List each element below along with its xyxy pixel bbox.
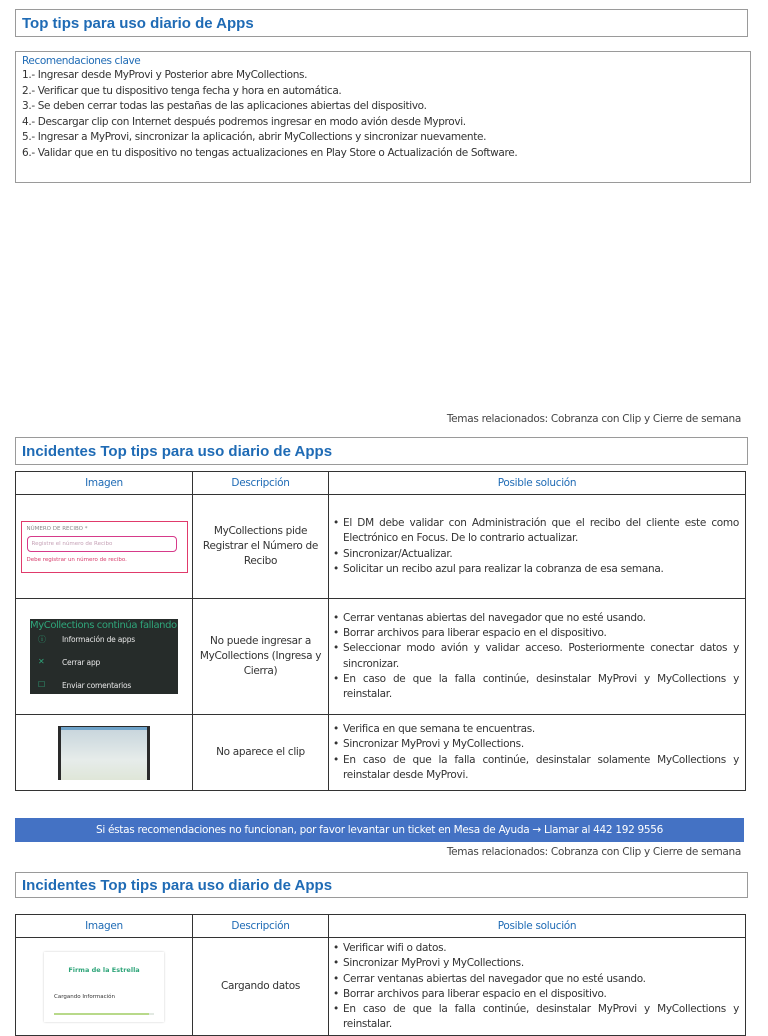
header-solution: Posible solución <box>329 915 746 938</box>
thumb-dialog-option: ✕ Cerrar app <box>38 657 101 667</box>
loading-data-screenshot <box>44 952 164 1022</box>
row-image-cell <box>16 599 193 715</box>
table-row <box>16 938 746 1036</box>
row-image-cell <box>16 715 193 791</box>
solution-item: • Sincronizar/Actualizar. <box>333 547 739 562</box>
section2-title: Incidentes Top tips para uso diario de Apps <box>22 443 333 460</box>
thumb-placeholder: Registre el número de Recibo <box>31 540 113 547</box>
table-row <box>16 599 746 715</box>
section1-title: Top tips para uso diario de Apps <box>22 15 254 32</box>
recommendation-item: 3.- Se deben cerrar todas las pestañas de las aplicaciones abiertas del dispositivo. <box>22 100 427 112</box>
solution-item: • Cerrar ventanas abiertas del navegador que no esté usando. <box>333 972 739 987</box>
solution-item: • Cerrar ventanas abiertas del navegador que no esté usando. <box>333 611 739 626</box>
row-description: Cargando datos <box>193 938 329 1036</box>
row-description: MyCollections pide Registrar el Número de Recibo <box>193 495 329 599</box>
section3-title-box <box>15 872 748 898</box>
row-solution <box>329 599 746 715</box>
thumb-screen-title: Firma de la Estrella <box>68 965 140 974</box>
solution-item: • En caso de que la falla continúe, desinstalar MyProvi y MyCollections y reinstalar. <box>333 672 739 703</box>
incidents-table-2 <box>15 914 746 1036</box>
row-solution <box>329 495 746 599</box>
thumb-progress-fill <box>54 1013 149 1015</box>
row-image-cell <box>16 495 193 599</box>
app-crash-dialog-screenshot <box>30 619 178 694</box>
recommendations-title: Recomendaciones clave <box>22 55 141 67</box>
thumb-dialog-option: ☐ Enviar comentarios <box>38 680 132 690</box>
related-topics: Temas relacionados: Cobranza con Clip y Cierre de semana <box>446 846 741 858</box>
device-screen-photo <box>58 726 150 780</box>
solution-item: • Borrar archivos para liberar espacio en el dispositivo. <box>333 987 739 1002</box>
thumb-dialog-option: ⓘ Información de apps <box>38 635 135 644</box>
solution-item: • Verificar wifi o datos. <box>333 941 739 956</box>
solution-item: • Seleccionar modo avión y validar acceso. Posteriormente conectar datos y sincronizar. <box>333 641 739 672</box>
row-description: No puede ingresar a MyCollections (Ingresa y Cierra) <box>193 599 329 715</box>
solution-item: • Sincronizar MyProvi y MyCollections. <box>333 737 739 752</box>
row-image-cell <box>16 938 193 1036</box>
recommendation-item: 6.- Validar que en tu dispositivo no tengas actualizaciones en Play Store o Actualización de Software. <box>22 146 518 159</box>
table-row <box>16 715 746 791</box>
table-header-row <box>16 472 746 495</box>
thumb-dialog-title: MyCollections continúa fallando <box>30 620 177 631</box>
solution-item: • Verifica en que semana te encuentras. <box>333 722 739 737</box>
row-description: No aparece el clip <box>193 715 329 791</box>
recommendation-item: 5.- Ingresar a MyProvi, sincronizar la aplicación, abrir MyCollections y sincronizar nuevamente. <box>22 131 487 143</box>
recommendation-item: 1.- Ingresar desde MyProvi y Posterior abre MyCollections. <box>22 69 308 81</box>
help-desk-banner: Si éstas recomendaciones no funcionan, por favor levantar un ticket en Mesa de Ayuda → Llamar al 442 192 9556 <box>15 818 744 842</box>
solution-item: • Borrar archivos para liberar espacio en el dispositivo. <box>333 626 739 641</box>
related-topics: Temas relacionados: Cobranza con Clip y Cierre de semana <box>446 413 741 425</box>
recommendation-item: 4.- Descargar clip con Internet después podremos ingresar en modo avión desde Myprovi. <box>22 115 466 128</box>
header-solution: Posible solución <box>329 472 746 495</box>
table-row <box>16 495 746 599</box>
section3-title: Incidentes Top tips para uso diario de Apps <box>22 877 333 894</box>
solution-item: • El DM debe validar con Administración que el recibo del cliente este como Electrónico en Focus. De lo contrario actualizar. <box>333 516 739 547</box>
receipt-number-screenshot <box>21 521 188 573</box>
table-header-row <box>16 915 746 938</box>
thumb-error: Debe registrar un número de recibo. <box>26 556 127 563</box>
solution-item: • En caso de que la falla continúe, desinstalar solamente MyCollections y reinstalar desde MyProvi. <box>333 753 739 784</box>
solution-item: • Solicitar un recibo azul para realizar la cobranza de esa semana. <box>333 562 739 577</box>
header-image: Imagen <box>16 915 193 938</box>
incidents-table <box>15 471 746 791</box>
thumb-progress-bar <box>54 1013 154 1015</box>
solution-item: • Sincronizar MyProvi y MyCollections. <box>333 956 739 971</box>
section2-title-box <box>15 437 748 465</box>
header-description: Descripción <box>193 472 329 495</box>
thumb-field-label: NÚMERO DE RECIBO * <box>26 525 88 532</box>
recommendations-box <box>15 51 751 183</box>
thumb-input <box>27 536 177 552</box>
solution-item: • En caso de que la falla continúe, desinstalar MyProvi y MyCollections y reinstalar. <box>333 1002 739 1033</box>
header-description: Descripción <box>193 915 329 938</box>
row-solution <box>329 938 746 1036</box>
feedback-icon: ☐ <box>38 680 45 689</box>
section1-title-box <box>15 9 748 37</box>
close-icon: ✕ <box>38 657 45 666</box>
row-solution <box>329 715 746 791</box>
info-icon: ⓘ <box>38 635 46 644</box>
header-image: Imagen <box>16 472 193 495</box>
thumb-loading-text: Cargando Información <box>54 993 116 1000</box>
recommendation-item: 2.- Verificar que tu dispositivo tenga fecha y hora en automática. <box>22 84 342 97</box>
